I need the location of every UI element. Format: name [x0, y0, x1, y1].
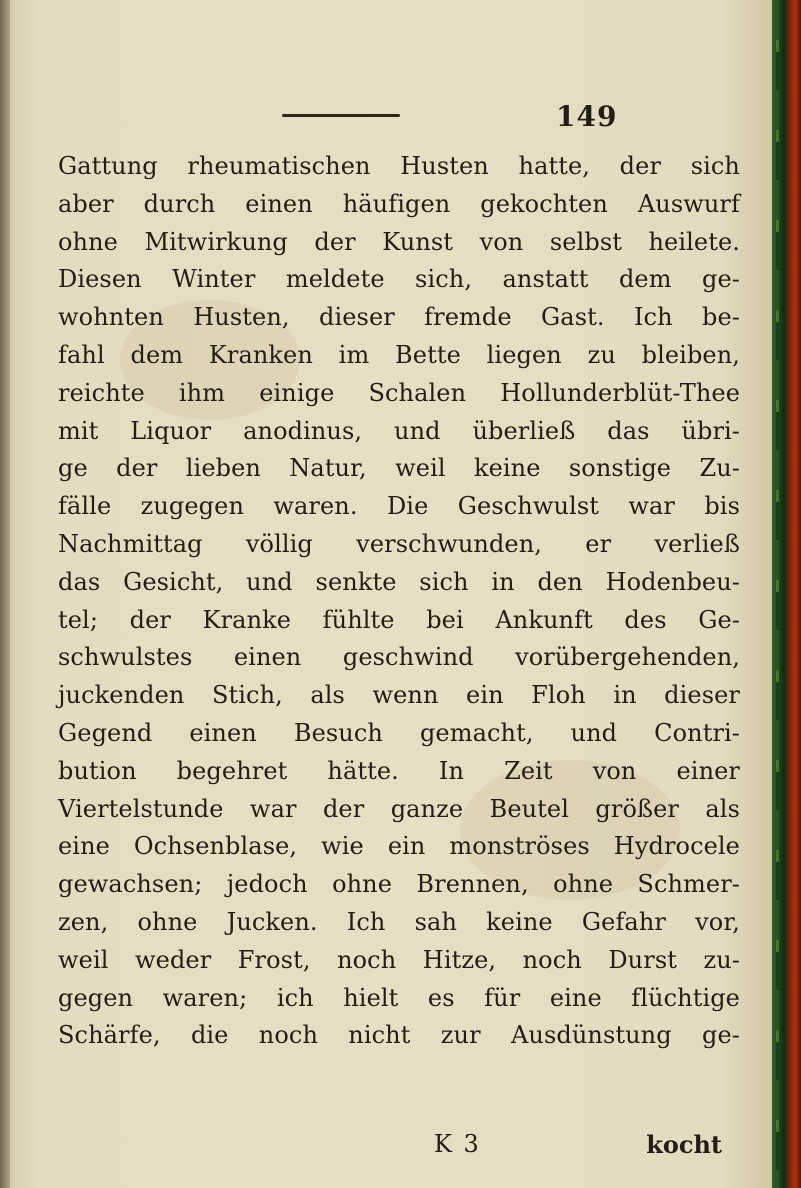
binding-strip [776, 0, 779, 1188]
text-line: schwulstes einen geschwind vorübergehenden, [58, 643, 740, 672]
gutter-shadow [0, 0, 10, 1188]
text-line: ge der lieben Natur, weil keine sonstige Zu- [58, 454, 740, 483]
body-text [58, 148, 740, 1055]
text-line: weil weder Frost, noch Hitze, noch Durst zu- [58, 945, 740, 974]
text-line: juckenden Stich, als wenn ein Floh in dieser [58, 681, 740, 710]
page-number: 149 [556, 100, 618, 133]
page-footer [58, 1130, 740, 1170]
text-line: eine Ochsenblase, wie ein monströses Hydrocele [58, 832, 740, 861]
text-line: Diesen Winter meldete sich, anstatt dem ge- [58, 265, 740, 294]
text-line: gewachsen; jedoch ohne Brennen, ohne Schmer- [58, 870, 740, 899]
text-line: bution begehret hätte. In Zeit von einer [58, 756, 740, 785]
text-line: gegen waren; ich hielt es für eine flüchtige [58, 983, 740, 1012]
text-line: aber durch einen häufigen gekochten Auswurf [58, 189, 740, 218]
text-line: ohne Mitwirkung der Kunst von selbst heilete. [58, 227, 740, 256]
text-line: tel; der Kranke fühlte bei Ankunft des Ge- [58, 605, 740, 634]
text-line: Gattung rheumatischen Husten hatte, der sich [58, 152, 740, 180]
text-line: reichte ihm einige Schalen Hollunderblüt-Thee [58, 378, 740, 407]
text-line: fälle zugegen waren. Die Geschwulst war bis [58, 492, 740, 521]
text-line: Gegend einen Besuch gemacht, und Contri- [58, 718, 740, 747]
header-rule [282, 114, 400, 117]
text-line: Schärfe, die noch nicht zur Ausdünstung ge- [58, 1021, 740, 1050]
text-line: zen, ohne Jucken. Ich sah keine Gefahr vor, [58, 907, 740, 936]
text-line: das Gesicht, und senkte sich in den Hodenbeu- [58, 567, 740, 596]
catchword: kocht [646, 1130, 722, 1159]
text-line: wohnten Husten, dieser fremde Gast. Ich be- [58, 303, 740, 332]
text-line: Viertelstunde war der ganze Beutel größer als [58, 794, 740, 823]
text-line: mit Liquor anodinus, und überließ das übri- [58, 416, 740, 445]
signature-mark: K 3 [434, 1130, 481, 1158]
text-line: Nachmittag völlig verschwunden, er verließ [58, 529, 740, 558]
text-line: fahl dem Kranken im Bette liegen zu bleiben, [58, 340, 740, 369]
